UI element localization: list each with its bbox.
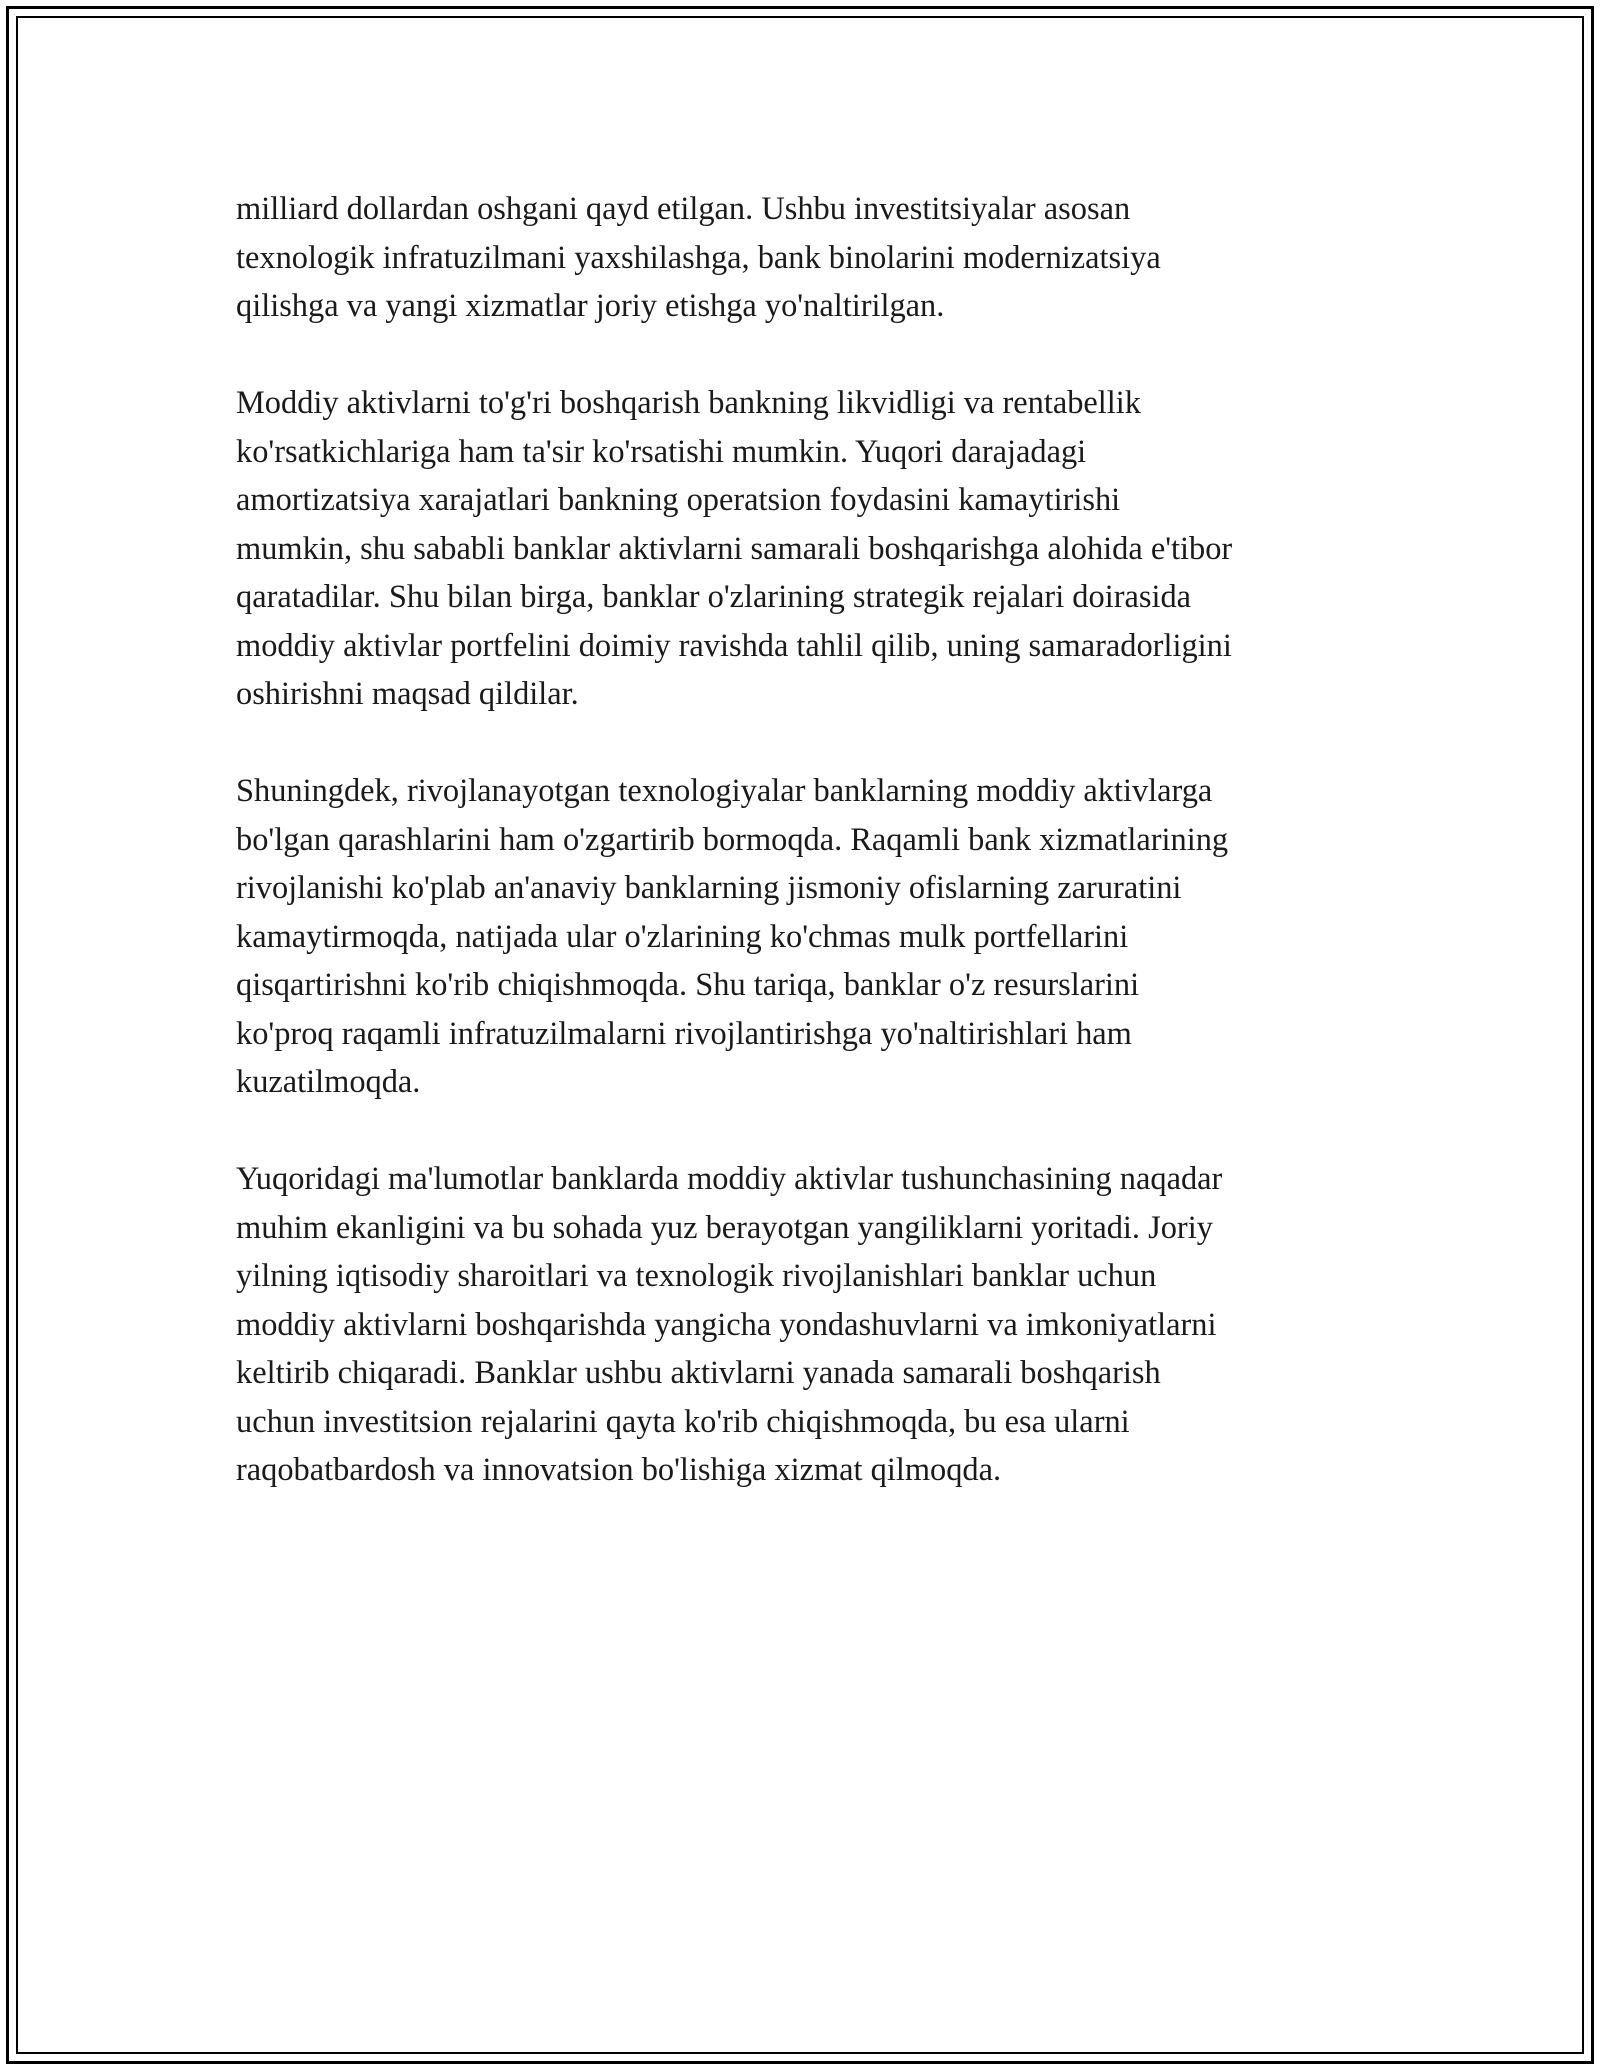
text-line: keltirib chiqaradi. Banklar ushbu aktivlarni yanada samarali boshqarish [236, 1355, 1161, 1391]
text-line: qisqartirishni ko'rib chiqishmoqda. Shu tariqa, banklar o'z resurslarini [236, 967, 1140, 1003]
text-line: Moddiy aktivlarni to'g'ri boshqarish bankning likvidligi va rentabellik [236, 385, 1141, 421]
text-line: ko'rsatkichlariga ham ta'sir ko'rsatishi mumkin. Yuqori darajadagi [236, 433, 1087, 470]
paragraph [236, 379, 1386, 719]
text-line: Yuqoridagi ma'lumotlar banklarda moddiy aktivlar tushunchasining naqadar [236, 1161, 1223, 1197]
paragraph [236, 767, 1386, 1107]
paragraph [236, 185, 1386, 331]
text-line: mumkin, shu sababli banklar aktivlarni samarali boshqarishga alohida e'tibor [236, 530, 1233, 567]
text-line: yilning iqtisodiy sharoitlari va texnologik rivojlanishlari banklar uchun [236, 1258, 1157, 1294]
text-line: milliard dollardan oshgani qayd etilgan. Ushbu investitsiyalar asosan [236, 191, 1131, 227]
text-line: qilishga va yangi xizmatlar joriy etishga yo'naltirilgan. [236, 288, 945, 324]
text-line: muhim ekanligini va bu sohada yuz berayotgan yangiliklarni yoritadi. Joriy [236, 1209, 1213, 1246]
text-line: moddiy aktivlarni boshqarishda yangicha yondashuvlarni va imkoniyatlarni [236, 1306, 1217, 1343]
text-line: Shuningdek, rivojlanayotgan texnologiyalar banklarning moddiy aktivlarga [236, 773, 1213, 809]
document-body [236, 185, 1386, 1495]
text-line: rivojlanishi ko'plab an'anaviy banklarning jismoniy ofislarning zaruratini [236, 870, 1182, 906]
text-line: ko'proq raqamli infratuzilmalarni rivojlantirishga yo'naltirishlari ham [236, 1015, 1132, 1052]
text-line: texnologik infratuzilmani yaxshilashga, bank binolarini modernizatsiya [236, 239, 1161, 276]
text-line: uchun investitsion rejalarini qayta ko'rib chiqishmoqda, bu esa ularni [236, 1403, 1130, 1440]
text-line: raqobatbardosh va innovatsion bo'lishiga xizmat qilmoqda. [236, 1452, 1002, 1488]
text-line: kamaytirmoqda, natijada ular o'zlarining ko'chmas mulk portfellarini [236, 918, 1129, 955]
paragraph [236, 1155, 1386, 1495]
text-line: kuzatilmoqda. [236, 1064, 421, 1100]
text-line: oshirishni maqsad qildilar. [236, 676, 579, 712]
text-line: bo'lgan qarashlarini ham o'zgartirib bormoqda. Raqamli bank xizmatlarining [236, 821, 1229, 858]
text-line: qaratadilar. Shu bilan birga, banklar o'zlarining strategik rejalari doirasida [236, 579, 1192, 615]
text-line: moddiy aktivlar portfelini doimiy ravishda tahlil qilib, uning samaradorligini [236, 627, 1232, 664]
text-line: amortizatsiya xarajatlari bankning operatsion foydasini kamaytirishi [236, 482, 1121, 518]
